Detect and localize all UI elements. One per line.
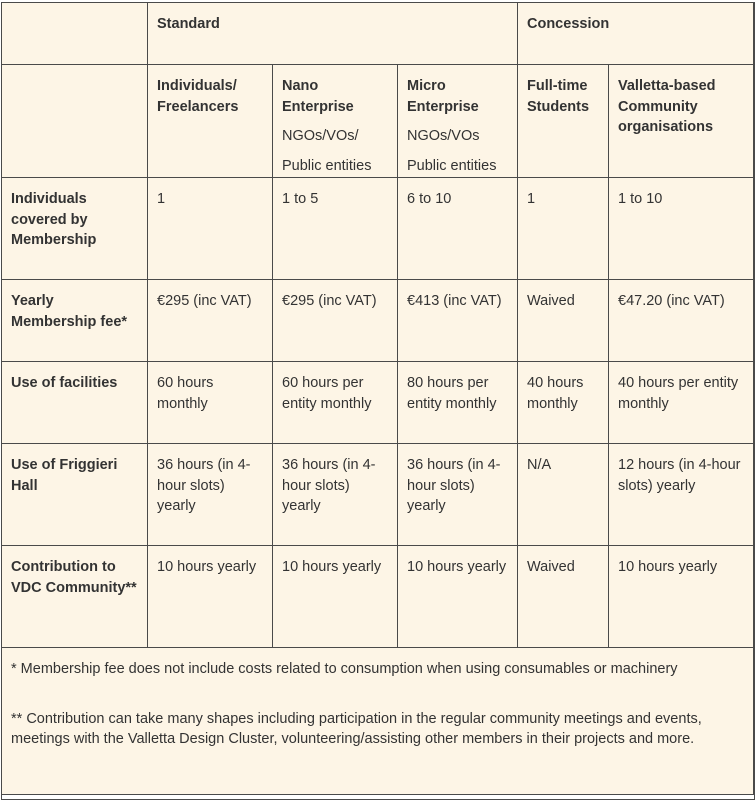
membership-table [1,2,755,800]
row-label: Individuals covered by Membership [2,178,148,280]
column-header-individuals [148,65,273,178]
table-cell: 12 hours (in 4-hour slots) yearly [609,444,755,546]
column-subtitle: NGOs/VOs/ [282,128,359,144]
group-concession: Concession [518,3,755,65]
corner-cell [2,3,148,65]
table-cell: 36 hours (in 4-hour slots) yearly [148,444,273,546]
table-cell: €295 (inc VAT) [148,280,273,362]
table-cell: 40 hours monthly [518,362,609,444]
column-header-micro [398,65,518,178]
table-cell: 60 hours monthly [148,362,273,444]
table-cell: 40 hours per entity monthly [609,362,755,444]
column-title: Individuals/ Freelancers [157,78,239,115]
table-row-contribution [2,546,755,648]
footnotes-cell [2,648,755,800]
row-label: Use of Friggieri Hall [2,444,148,546]
footnote-contribution: ** Contribution can take many shapes including participation in the regular community meetings and events, meetings with the Valletta Design Cluster, volunteering/assisting other members in their projects and more. [11,710,702,747]
table-cell: 10 hours yearly [273,546,398,648]
table-cell: 6 to 10 [398,178,518,280]
column-title: Micro Enterprise [407,78,479,115]
table-row-use-of-facilities [2,362,755,444]
table-cell: 1 to 5 [273,178,398,280]
row-label: Use of facilities [2,362,148,444]
group-header-row [2,3,755,65]
column-header-students [518,65,609,178]
table-row-individuals-covered [2,178,755,280]
column-subtitle: Public entities [282,157,372,174]
table-cell: N/A [518,444,609,546]
table-cell: Waived [518,280,609,362]
footnotes-row [2,648,755,800]
table-cell: Waived [518,546,609,648]
column-header-community [609,65,755,178]
table-cell: 36 hours (in 4-hour slots) yearly [273,444,398,546]
table-cell: 1 [148,178,273,280]
table-cell: €47.20 (inc VAT) [609,280,755,362]
table-cell: 80 hours per entity monthly [398,362,518,444]
table-cell: 60 hours per entity monthly [273,362,398,444]
table-cell: 10 hours yearly [609,546,755,648]
table-cell: 36 hours (in 4-hour slots) yearly [398,444,518,546]
footnote-membership-fee: * Membership fee does not include costs related to consumption when using consumables or machinery [11,661,678,677]
table-cell: 10 hours yearly [398,546,518,648]
column-header-row [2,65,755,178]
table-cell: €295 (inc VAT) [273,280,398,362]
table-cell: €413 (inc VAT) [398,280,518,362]
column-title: Valletta-based Community organisations [618,78,716,135]
row-label: Contribution to VDC Community** [2,546,148,648]
row-label: Yearly Membership fee* [2,280,148,362]
table-cell: 10 hours yearly [148,546,273,648]
group-standard: Standard [148,3,518,65]
table-cell: 1 to 10 [609,178,755,280]
table-row-friggieri-hall [2,444,755,546]
column-title: Full-time Students [527,78,590,115]
column-header-nano [273,65,398,178]
table-cell: 1 [518,178,609,280]
column-subtitle: NGOs/VOs [407,128,480,144]
column-title: Nano Enterprise [282,78,354,115]
column-subtitle: Public entities [407,157,497,174]
membership-sheet [1,2,754,795]
row-label-header [2,65,148,178]
table-row-yearly-fee [2,280,755,362]
